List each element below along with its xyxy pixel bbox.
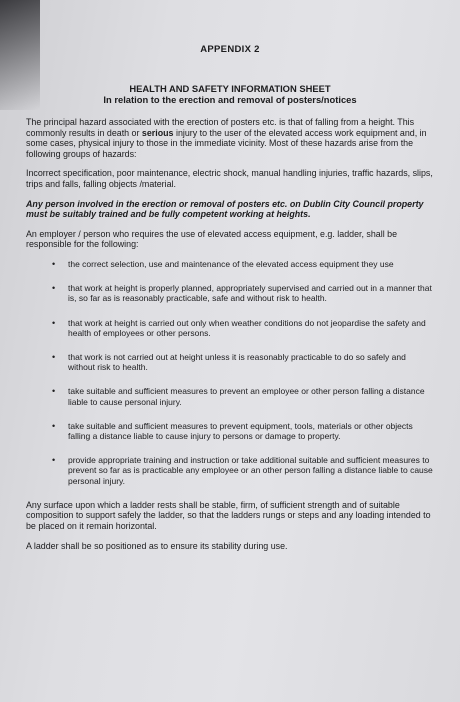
list-item-text: the correct selection, use and maintenance of the elevated access equipment they use [68,258,394,269]
intro-text-a: The principal hazard associated with the erection of posters etc. is that of falling from a height. This commonly results in death or [26,117,415,138]
title-line-2: In relation to the erection and removal of posters/notices [103,94,357,105]
bullet-icon: • [52,317,56,328]
training-requirement: Any person involved in the erection or removal of posters etc. on Dublin City Council property must be suitably trained and be fully competent working at heights. [26,198,424,220]
list-item-text: take suitable and sufficient measures to prevent an employee or other person falling a distance liable to cause personal injury. [68,386,425,407]
employer-paragraph: An employer / person who requires the use of elevated access equipment, e.g. ladder, shall be responsible for the following: [26,228,397,250]
bullet-icon: • [52,283,56,294]
list-item-text: take suitable and sufficient measures to prevent equipment, tools, materials or other objects falling a distance liable to cause injury to persons or damage to property. [68,420,413,441]
intro-text-b: injury to the user of the elevated access work equipment and, in some cases, physical injury to those in the immediate vicinity. Most of these hazards arise from the following groups of hazards: [26,127,427,159]
appendix-heading: APPENDIX 2 [200,44,260,55]
list-item [52,259,434,269]
list-item [52,421,434,441]
bullet-icon: • [52,386,56,397]
document-title [26,83,434,105]
list-item [52,283,434,303]
list-item [52,352,434,372]
bullet-icon: • [52,455,56,466]
list-item-text: that work is not carried out at height unless it is reasonably practicable to do so safely and without risk to health. [68,351,406,373]
list-item [52,455,434,486]
bullet-icon: • [52,420,56,431]
list-item-text: that work at height is carried out only when weather conditions do not jeopardise the safety and health of employees or other persons. [68,317,426,338]
list-item-text: provide appropriate training and instruction or take additional suitable and sufficient measures to prevent so far as is practicable any employee or an other person falling a distance liable to cause personal injury. [68,455,433,486]
ladder-position-paragraph: A ladder shall be so positioned as to ensure its stability during use. [26,540,288,551]
list-item [52,318,434,338]
title-line-1: HEALTH AND SAFETY INFORMATION SHEET [129,83,331,94]
ladder-surface-paragraph: Any surface upon which a ladder rests shall be stable, firm, of sufficient strength and of suitable composition to support safely the ladder, so that the ladders rungs or steps and any loading intended to be placed on it remain horizontal. [26,499,431,531]
list-item-text: that work at height is properly planned, appropriately supervised and carried out in a manner that is, so far as is reasonably practicable, safe and without risk to health. [68,283,432,304]
list-item [52,386,434,406]
bullet-icon: • [52,258,56,269]
hazards-paragraph: Incorrect specification, poor maintenance, electric shock, manual handling injuries, traffic hazards, slips, trips and falls, falling objects /material. [26,168,433,189]
intro-paragraph [26,117,434,159]
intro-text-bold: serious [141,127,174,138]
responsibilities-list [26,259,434,486]
bullet-icon: • [52,351,56,362]
